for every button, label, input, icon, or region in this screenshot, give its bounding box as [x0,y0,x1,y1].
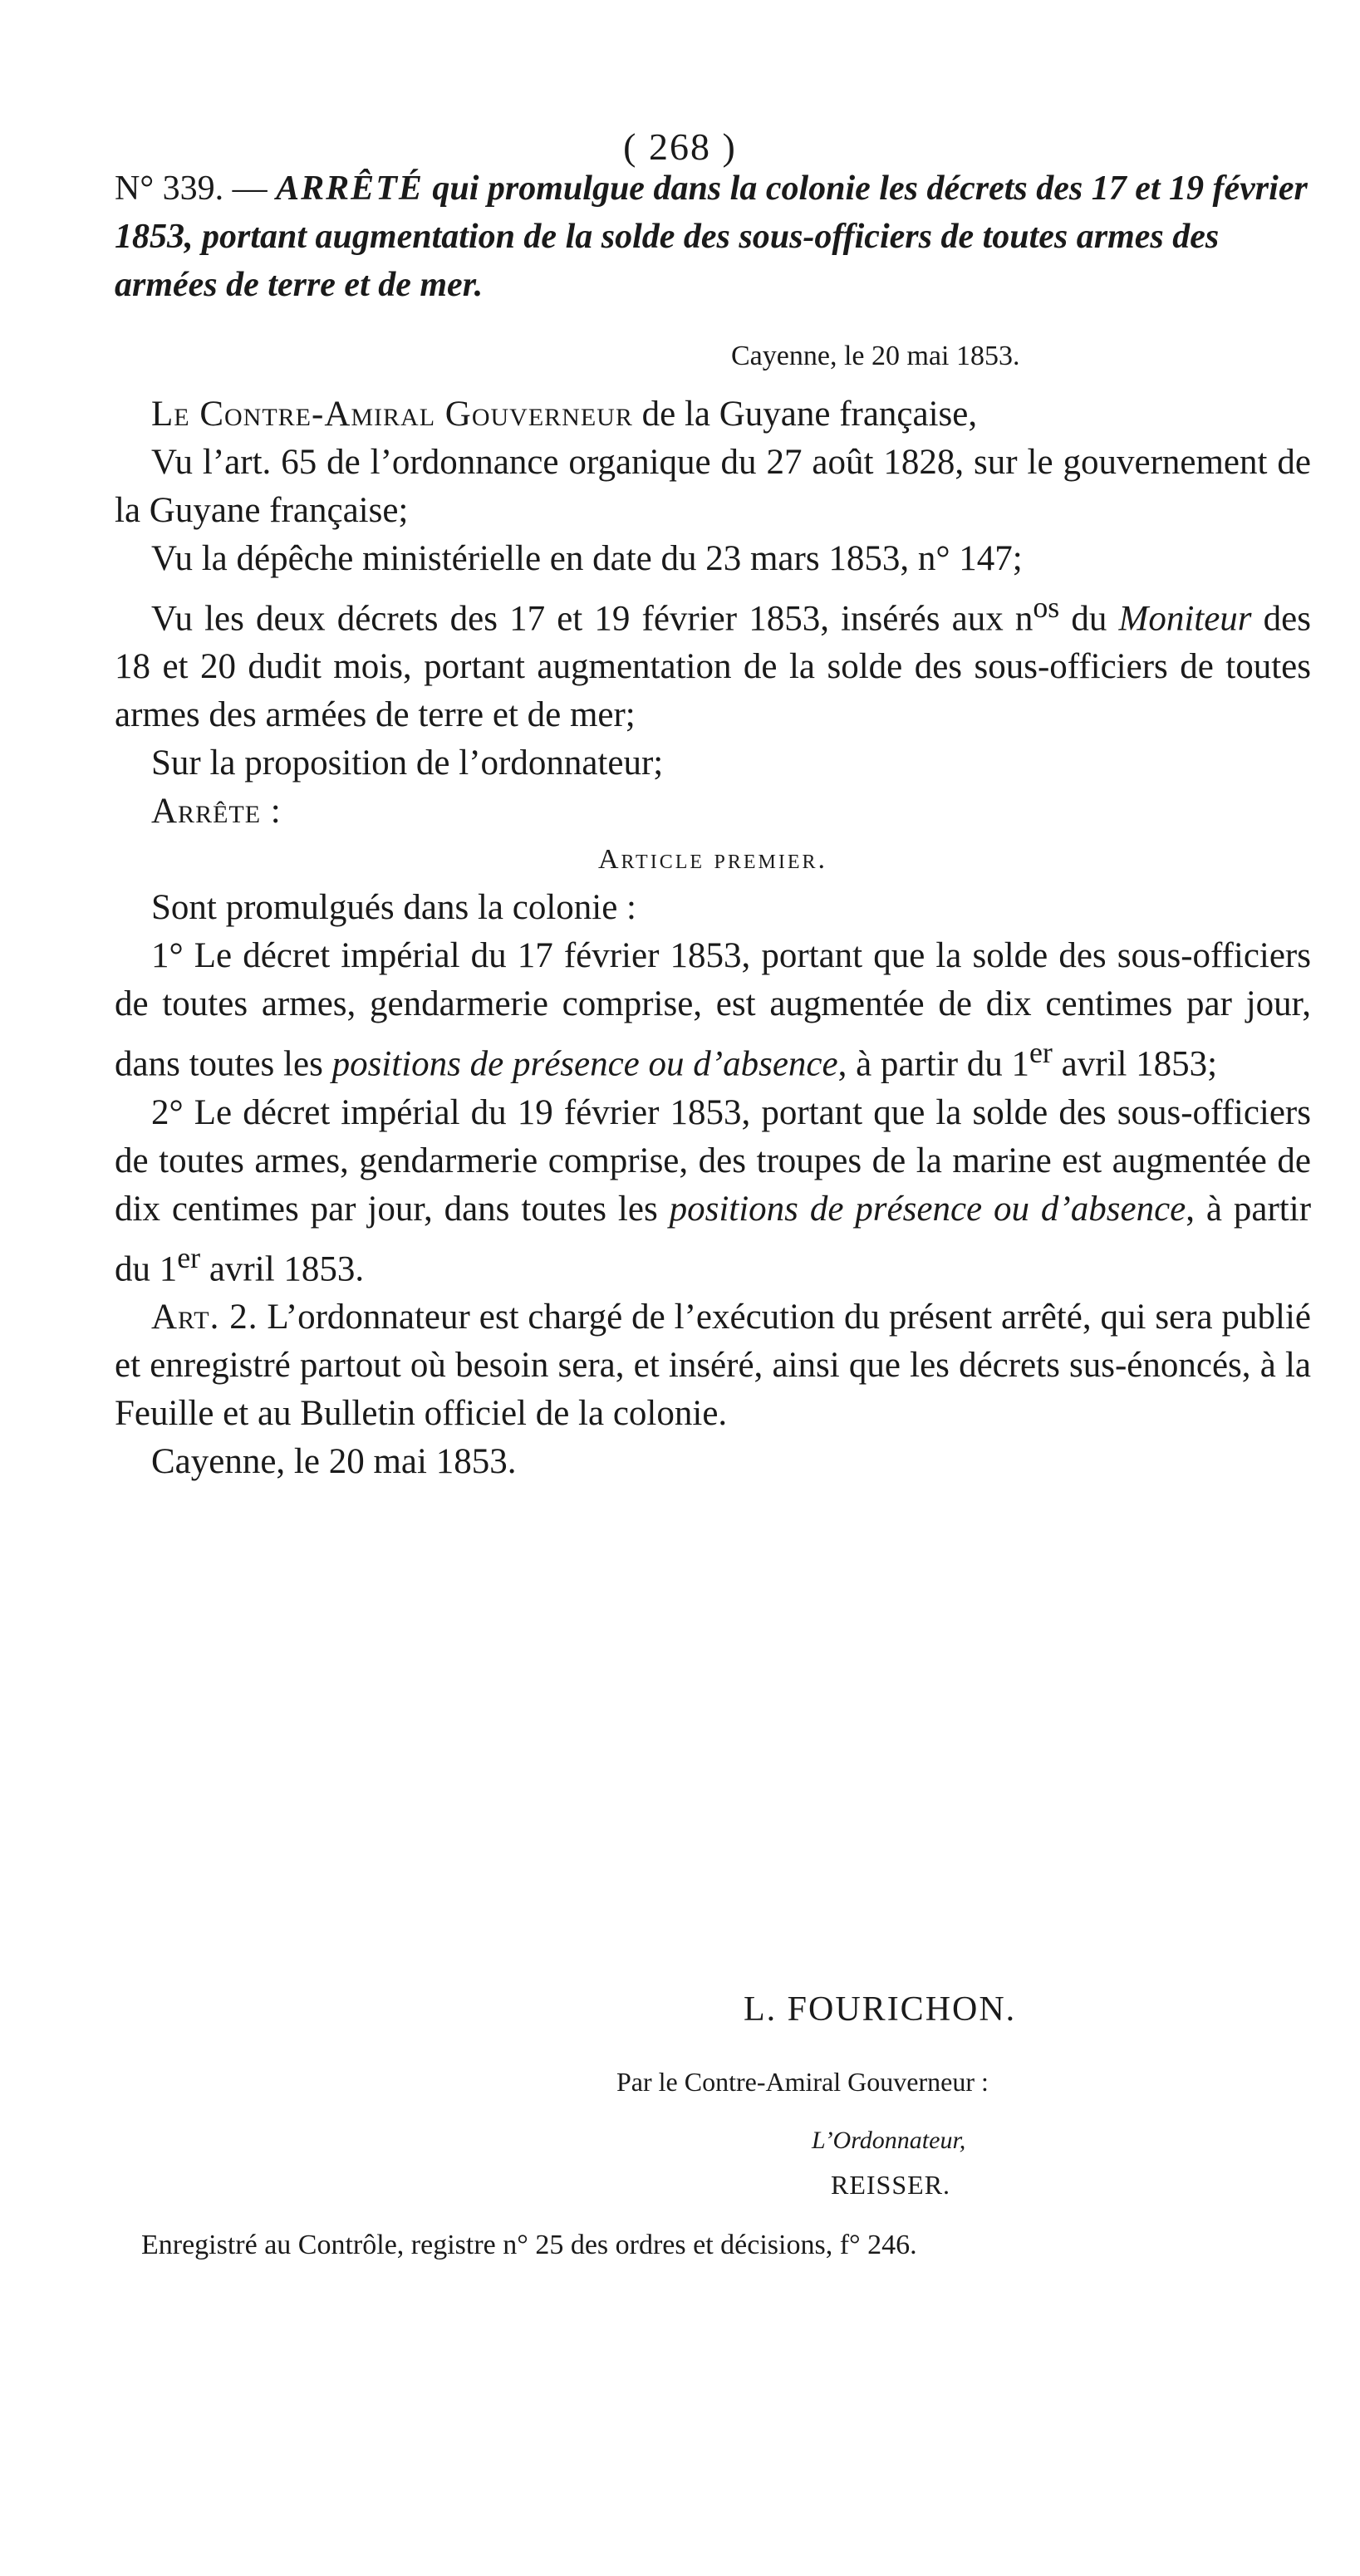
decree-title: ARRÊTÉ [276,169,424,208]
issuer-rest: de la Guyane française, [632,395,978,434]
countersignature: REISSER. [831,2170,951,2200]
article-2-label: Art. 2. [151,1297,258,1337]
decree-heading [115,164,1319,309]
article-premier-intro: Sont promulgués dans la colonie : [151,888,637,928]
item1-text-c: avril 1853; [1052,1044,1218,1084]
dateline: Cayenne, le 20 mai 1853. [731,341,1020,371]
vu-decrets [115,583,1311,739]
signature-name: L. FOURICHON. [744,1990,1017,2029]
article-2 [115,1293,1311,1438]
item2-italic: positions de présence ou d’absence [669,1189,1186,1229]
issuer-line [115,390,1311,439]
article-premier-item-1 [115,932,1311,1088]
closing-date: Cayenne, le 20 mai 1853. [151,1441,517,1481]
vu-decrets-text-c: des 18 et 20 dudit mois, portant augmentation de la solde des sous-officiers de toutes armes des armées de terre et de mer; [115,599,1312,735]
vu-decrets-sup: os [1033,591,1060,624]
item1-italic: positions de présence ou d’absence [331,1044,838,1084]
decree-subject: qui promulgue dans la colonie les décrets des 17 et 19 février 1853, portant augmentation de la solde des sous-officiers de toutes armes des armées de terre et de mer. [115,169,1308,304]
item2-text-b: , à partir du 1 [115,1189,1312,1288]
moniteur-title: Moniteur [1118,599,1252,639]
article-premier-title: Article premier. [597,844,828,876]
item1-text-b: , à partir du 1 [837,1044,1030,1084]
item1-text-a: 1° Le décret impérial du 17 février 1853, portant que la solde des sous-officiers de toutes armes, gendarmerie comprise, est augmentée de dix centimes par jour, dans toutes les [115,936,1311,1084]
page-number: ( 268 ) [623,125,737,168]
signature-role: L’Ordonnateur, [812,2127,966,2154]
item1-sup: er [1029,1036,1053,1070]
item2-text-c: avril 1853. [200,1249,365,1288]
item2-text-a: 2° Le décret impérial du 19 février 1853, portant que la solde des sous-officiers de toutes armes, gendarmerie comprise, des troupes de la marine est augmentée de dix centimes par jour, dans toutes les [115,1092,1311,1229]
article-2-text: L’ordonnateur est chargé de l’exécution du présent arrêté, qui sera publié et enregistré partout où besoin sera, et inséré, ainsi que les décrets sus-énoncés, à la Feuille et au Bulletin officiel de la colonie. [115,1297,1312,1433]
registration-note: Enregistré au Contrôle, registre n° 25 des ordres et décisions, f° 246. [141,2230,917,2260]
signature-by: Par le Contre-Amiral Gouverneur : [616,2067,989,2097]
article-premier-item-2 [115,1089,1311,1293]
arrete-label: Arrête : [151,792,282,832]
item2-sup: er [177,1240,201,1274]
decree-number: N° 339. — [115,169,277,208]
vu-depeche: Vu la dépêche ministérielle en date du 23 mars 1853, n° 147; [151,539,1023,578]
vu-ordonnance: Vu l’art. 65 de l’ordonnance organique du 27 août 1828, sur le gouvernement de la Guyane française; [115,443,1311,530]
vu-decrets-text-b: du [1059,599,1119,639]
decree-body [115,390,1311,1486]
vu-decrets-text-a: Vu les deux décrets des 17 et 19 février 1853, insérés aux n [151,599,1034,639]
issuer-title: Le Contre-Amiral Gouverneur [151,395,633,434]
sur-proposition: Sur la proposition de l’ordonnateur; [151,743,664,783]
